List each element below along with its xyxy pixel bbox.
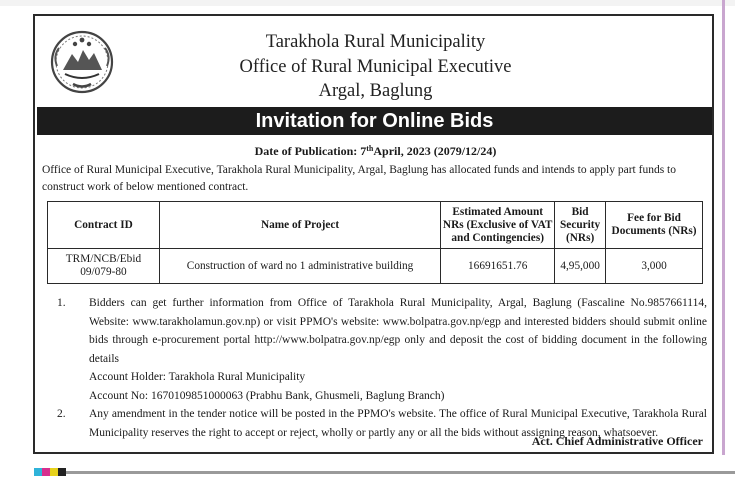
term-number: 1. <box>57 297 66 309</box>
intro-paragraph: Office of Rural Municipal Executive, Tarakhola Rural Municipality, Argal, Baglung has allocated funds and intends to apply part funds to construct work of below mentioned contract. <box>42 164 676 193</box>
publication-date-rest: April, 2023 (2079/12/24) <box>373 144 497 158</box>
municipality-name: Tarakhola Rural Municipality <box>265 32 486 52</box>
page-edge-top <box>0 0 735 6</box>
publication-date <box>35 144 716 159</box>
print-mark-magenta <box>42 468 50 476</box>
cell-contract-id: TRM/NCB/Ebid 09/079-80 <box>48 249 160 284</box>
publication-date-label: Date of Publication: 7 <box>254 144 367 158</box>
page-edge-right <box>722 0 725 455</box>
header-bid-security: Bid Security (NRs) <box>555 202 606 249</box>
print-color-marks <box>34 468 66 476</box>
office-name: Office of Rural Municipal Executive <box>239 57 512 77</box>
account-number: Account No: 1670109851000063 (Prabhu Bank, Ghusmeli, Baglung Branch) <box>89 389 445 402</box>
publication-date-suffix: th <box>366 144 374 153</box>
table-row <box>48 249 703 284</box>
cell-document-fee: 3,000 <box>606 249 703 284</box>
office-location: Argal, Baglung <box>318 81 433 101</box>
tender-notice <box>33 14 714 454</box>
header-estimated-amount: Estimated Amount NRs (Exclusive of VAT and Contingencies) <box>441 202 555 249</box>
terms-list <box>57 294 707 442</box>
cell-estimated-amount: 16691651.76 <box>441 249 555 284</box>
term-text: Bidders can get further information from Office of Tarakhola Rural Municipality, Argal, Baglung (Fascaline No.9857661114, Website: www.tarakholamun.gov.np) or visit PPMO's website: www.bolpatra.gov.np/egp and interested bidders should submit online bids through e-procurement portal http://www.bolpatra.gov.np/egp only and deposit the cost of bidding document in the following details <box>89 297 707 365</box>
header-contract-id: Contract ID <box>48 202 160 249</box>
footer-rule <box>66 471 735 474</box>
contract-table <box>47 201 703 284</box>
cell-bid-security: 4,95,000 <box>555 249 606 284</box>
table-header-row <box>48 202 703 249</box>
term-number: 2. <box>57 408 66 420</box>
header-document-fee: Fee for Bid Documents (NRs) <box>606 202 703 249</box>
signatory-title: Act. Chief Administrative Officer <box>531 434 703 448</box>
term-text: Any amendment in the tender notice will be posted in the PPMO's website. The office of Rural Municipal Executive, Tarakhola Rural Municipality reserves the right to accept or reject, wholly or partly any or all the bids without assigning reason, whatsoever. <box>89 408 707 439</box>
account-holder: Account Holder: Tarakhola Rural Municipality <box>89 371 306 383</box>
header-project-name: Name of Project <box>159 202 440 249</box>
notice-title-banner: Invitation for Online Bids <box>37 107 712 135</box>
print-mark-cyan <box>34 468 42 476</box>
term-item <box>57 294 707 405</box>
cell-project-name: Construction of ward no 1 administrative building <box>159 249 440 284</box>
print-mark-black <box>58 468 66 476</box>
print-mark-yellow <box>50 468 58 476</box>
